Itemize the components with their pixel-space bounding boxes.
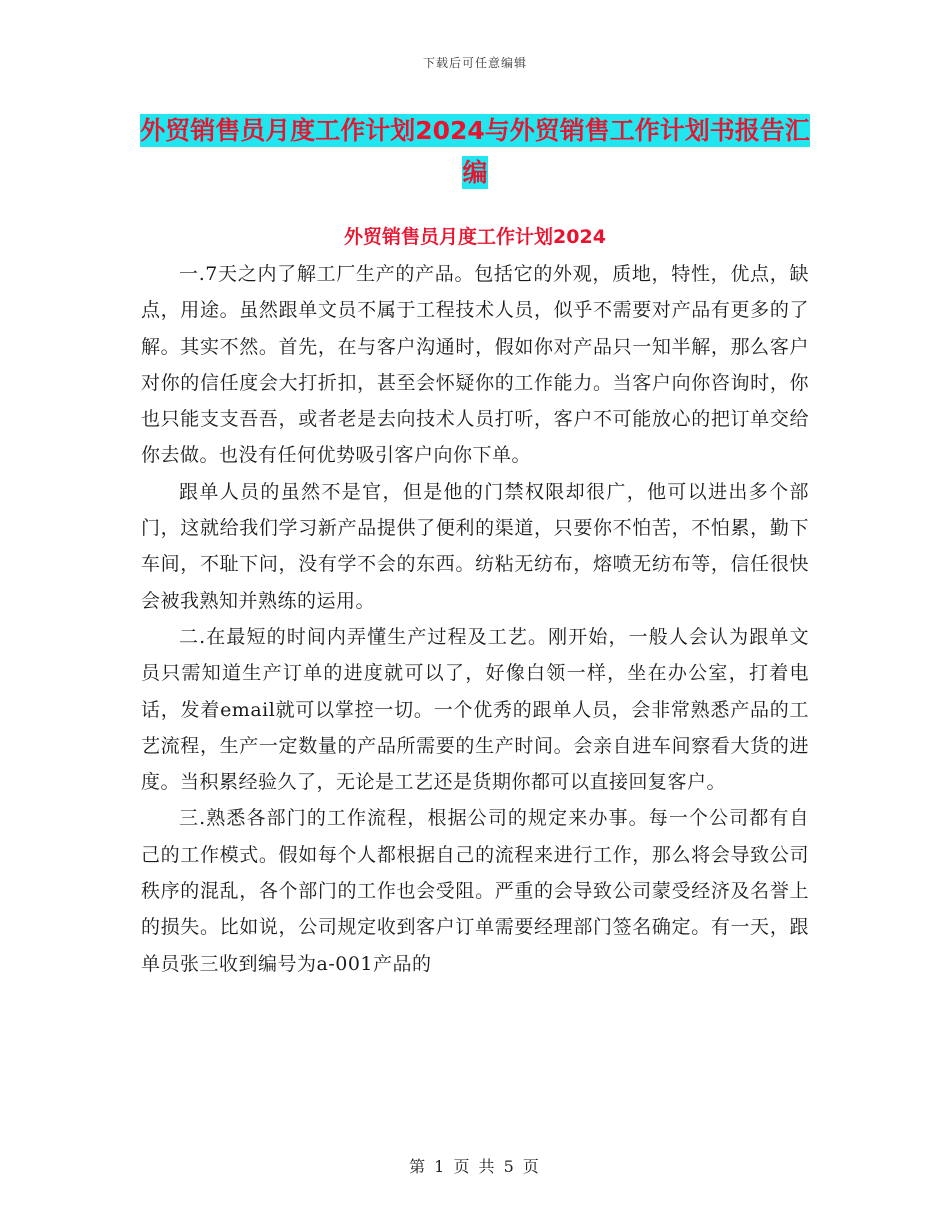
- document-title-text: 外贸销售员月度工作计划2024与外贸销售工作计划书报告汇编: [140, 116, 810, 187]
- header-note: 下载后可任意编辑: [422, 56, 527, 70]
- paragraph: 二.在最短的时间内弄懂生产过程及工艺。刚开始，一般人会认为跟单文员只需知道生产订单的进度就可以了，好像白领一样，坐在办公室，打着电话，发着email就可以掌控一切。一个优秀的跟单人员，会非常熟悉产品的工艺流程，生产一定数量的产品所需要的生产时间。会亲自进车间察看大货的进度。当积累经验久了，无论是工艺还是货期你都可以直接回复客户。: [141, 625, 809, 794]
- section-title: 外贸销售员月度工作计划2024: [344, 226, 606, 248]
- page-indicator: 第 1 页 共 5 页: [409, 1157, 541, 1176]
- paragraph: 一.7天之内了解工厂生产的产品。包括它的外观，质地，特性，优点，缺点，用途。虽然跟单文员不属于工程技术人员，似乎不需要对产品有更多的了解。其实不然。首先，在与客户沟通时，假如你对产品只一知半解，那么客户对你的信任度会大打折扣，甚至会怀疑你的工作能力。当客户向你咨询时，你也只能支支吾吾，或者老是去向技术人员打听，客户不可能放心的把订单交给你去做。也没有任何优势吸引客户向你下单。: [141, 263, 809, 467]
- paragraph: 跟单人员的虽然不是官，但是他的门禁权限却很广，他可以进出多个部门，这就给我们学习新产品提供了便利的渠道，只要你不怕苦，不怕累，勤下车间，不耻下问，没有学不会的东西。纺粘无纺布，熔喷无纺布等，信任很快会被我熟知并熟练的运用。: [141, 480, 809, 612]
- paragraph: 三.熟悉各部门的工作流程，根据公司的规定来办事。每一个公司都有自己的工作模式。假如每个人都根据自己的流程来进行工作，那么将会导致公司秩序的混乱，各个部门的工作也会受阻。严重的会导致公司蒙受经济及名誉上的损失。比如说，公司规定收到客户订单需要经理部门签名确定。有一天，跟单员张三收到编号为a-001产品的: [141, 807, 809, 975]
- body-text: [141, 256, 809, 982]
- document-title: [140, 110, 810, 194]
